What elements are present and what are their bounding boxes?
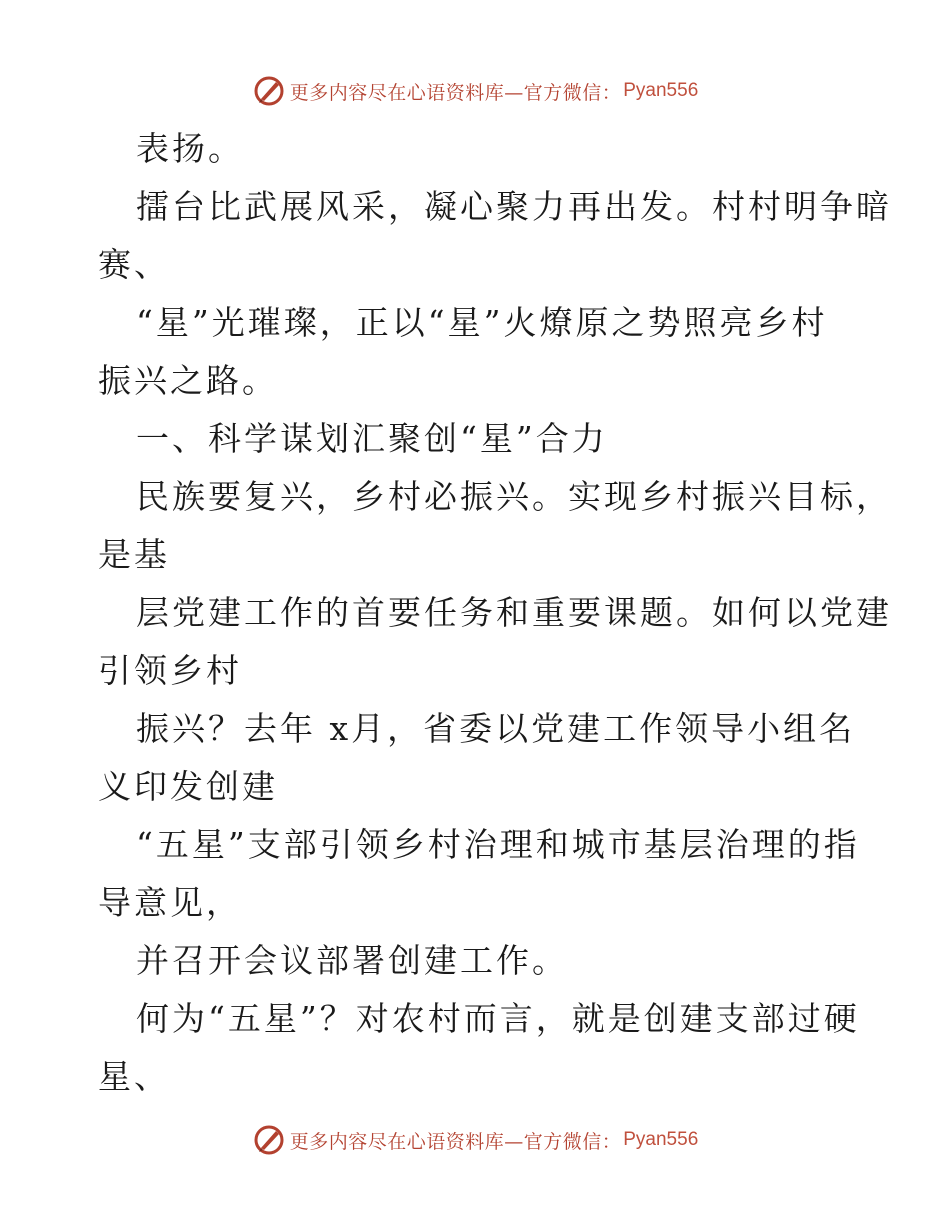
header-watermark — [0, 71, 950, 111]
footer-watermark — [0, 1120, 950, 1160]
text-line: 擂台比武展风采，凝心聚力再出发。村村明争暗 — [136, 187, 892, 226]
text-line: 引领乡村 — [98, 651, 242, 690]
text-line: 是基 — [98, 535, 170, 574]
watermark-wechat-id: Pyan556 — [623, 80, 699, 101]
text-line: 何为“五星”？对农村而言，就是创建支部过硬 — [136, 999, 860, 1038]
text-line: 表扬。 — [136, 129, 244, 168]
pen-logo-icon — [252, 74, 286, 108]
text-line: 义印发创建 — [98, 767, 278, 806]
text-line: 赛、 — [98, 245, 170, 284]
text-line: “星”光璀璨，正以“星”火燎原之势照亮乡村 — [136, 303, 828, 342]
text-line: “五星”支部引领乡村治理和城市基层治理的指 — [136, 825, 860, 864]
watermark-text: 更多内容尽在心语资料库—官方微信： — [289, 1130, 622, 1153]
text-line: 并召开会议部署创建工作。 — [136, 941, 568, 980]
text-line: 星、 — [98, 1057, 170, 1096]
document-body — [98, 120, 892, 1106]
section-heading: 一、科学谋划汇聚创“星”合力 — [136, 419, 608, 458]
text-line: 振兴？去年 x月，省委以党建工作领导小组名 — [136, 709, 856, 748]
text-line: 层党建工作的首要任务和重要课题。如何以党建 — [136, 593, 892, 632]
text-line: 民族要复兴，乡村必振兴。实现乡村振兴目标， — [136, 477, 892, 516]
text-line: 振兴之路。 — [98, 361, 278, 400]
watermark-text: 更多内容尽在心语资料库—官方微信： — [289, 81, 622, 104]
text-line: 导意见， — [98, 883, 242, 922]
watermark-wechat-id: Pyan556 — [623, 1129, 699, 1150]
pen-logo-icon — [252, 1123, 286, 1157]
